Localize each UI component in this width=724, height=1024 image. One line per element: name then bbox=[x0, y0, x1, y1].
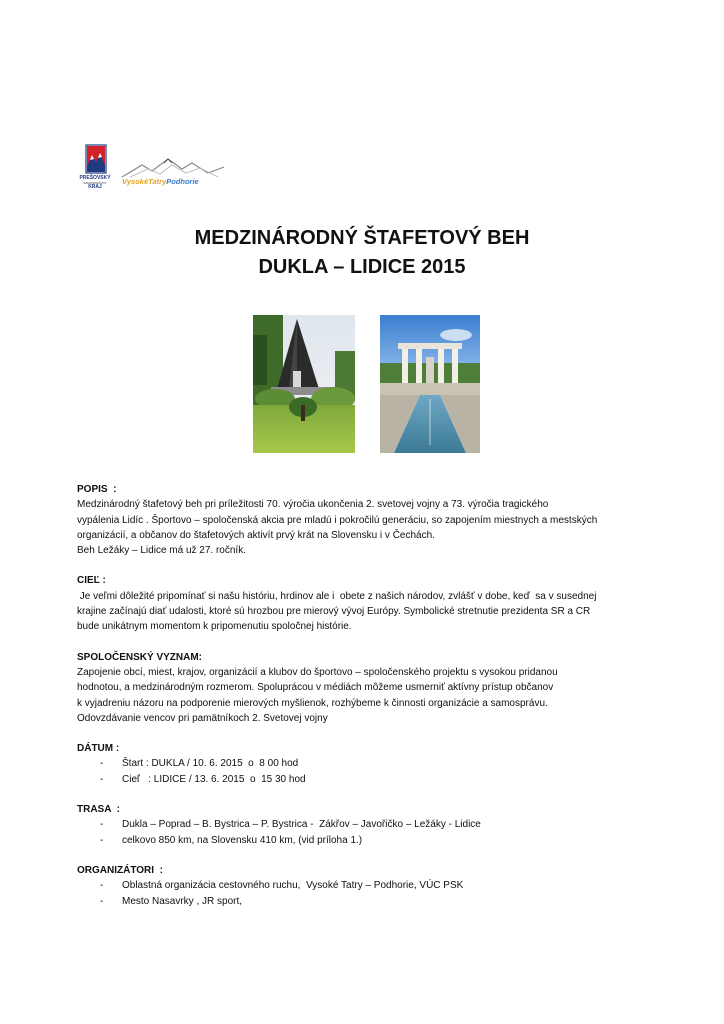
popis-line: organizácií, a občanov do štafetových aktivít prvý krát na Slovensku i v Čechách. bbox=[77, 529, 435, 541]
title-line-2: DUKLA – LIDICE 2015 bbox=[258, 256, 466, 278]
list-item bbox=[77, 817, 677, 832]
list-item bbox=[77, 833, 677, 848]
vyznam-line: Odovzdávanie vencov pri pamätníkoch 2. Svetovej vojny bbox=[77, 712, 328, 724]
section-trasa bbox=[77, 802, 677, 848]
bullet-dash: - bbox=[100, 834, 104, 846]
datum-item: Cieľ : LIDICE / 13. 6. 2015 o 15 30 hod bbox=[122, 773, 306, 785]
organizatori-heading: ORGANIZÁTORI : bbox=[77, 864, 163, 876]
document-body bbox=[77, 482, 677, 924]
section-organizatori bbox=[77, 863, 677, 909]
trasa-heading: TRASA : bbox=[77, 804, 120, 816]
list-item bbox=[77, 756, 677, 771]
ciel-line: Je veľmi dôležité pripomínať si našu históriu, hrdinov ale i obete z našich národov, zvlášť v dobe, keď sa v susednej bbox=[77, 590, 597, 602]
bullet-dash: - bbox=[100, 758, 104, 770]
bullet-dash: - bbox=[100, 895, 104, 907]
ciel-line: krajine začínajú diať udalosti, ktoré sú hrozbou pre mierový vývoj Európy. Symbolické stretnutie prezidenta SR a CR bbox=[77, 606, 591, 618]
psk-name: PREŠOVSKÝ bbox=[79, 175, 111, 181]
presovsky-kraj-logo bbox=[76, 143, 116, 195]
popis-line: Beh Ležáky – Lidice má už 27. ročník. bbox=[77, 545, 246, 557]
bullet-dash: - bbox=[100, 880, 104, 892]
psk-kraj: KRAJ bbox=[88, 184, 102, 190]
popis-line: vypálenia Lidíc . Športovo – spoločenská akcia pre mladú i pokročilú generáciu, so zapojením miestnych a mestských bbox=[77, 514, 598, 526]
vyznam-heading: SPOLOČENSKÝ VYZNAM: bbox=[77, 651, 203, 663]
list-item bbox=[77, 772, 677, 787]
section-popis bbox=[77, 482, 677, 558]
header-logos bbox=[76, 143, 236, 195]
psk-logo-text bbox=[76, 176, 114, 191]
bullet-dash: - bbox=[100, 819, 104, 831]
ciel-heading: CIEĽ : bbox=[77, 575, 106, 587]
vtp-part1: VysokéTatry bbox=[122, 177, 167, 186]
datum-list bbox=[77, 756, 677, 787]
section-datum bbox=[77, 741, 677, 787]
title-line-1: MEDZINÁRODNÝ ŠTAFETOVÝ BEH bbox=[194, 227, 530, 249]
ciel-line: bude unikátnym momentom k pripomenutiu spoločnej histórie. bbox=[77, 621, 352, 633]
popis-line: Medzinárodný štafetový beh pri príležitosti 70. výročia ukončenia 2. svetovej vojny a 73. výročia tragického bbox=[77, 499, 549, 511]
trasa-item: celkovo 850 km, na Slovensku 410 km, (vid príloha 1.) bbox=[122, 834, 363, 846]
vysoke-tatry-podhorie-logo bbox=[120, 157, 232, 193]
psk-sub: SAMOSPRÁVNY bbox=[83, 180, 107, 185]
vyznam-line: hodnotou, a medzinárodným rozmerom. Spoluprácou v médiách môžeme usmerniť aktívny prístup občanov bbox=[77, 682, 554, 694]
organizatori-list bbox=[77, 878, 677, 909]
vtp-part2: Podhorie bbox=[166, 177, 199, 186]
lidice-memorial-photo bbox=[380, 315, 480, 453]
organizatori-item: Oblastná organizácia cestovného ruchu, Vysoké Tatry – Podhorie, VÚC PSK bbox=[122, 880, 464, 892]
datum-heading: DÁTUM : bbox=[77, 743, 120, 755]
bullet-dash: - bbox=[100, 773, 104, 785]
trasa-list bbox=[77, 817, 677, 848]
section-ciel bbox=[77, 573, 677, 634]
organizatori-item: Mesto Nasavrky , JR sport, bbox=[122, 895, 243, 907]
list-item bbox=[77, 894, 677, 909]
dukla-memorial-photo bbox=[253, 315, 355, 453]
trasa-item: Dukla – Poprad – B. Bystrica – P. Bystrica - Zákřov – Javořičko – Ležáky - Lidice bbox=[122, 819, 481, 831]
vyznam-line: Zapojenie obcí, miest, krajov, organizácií a klubov do športovo – spoločenského projektu s vysokou pridanou bbox=[77, 666, 558, 678]
vyznam-line: k vyjadreniu názoru na podporenie mierových myšlienok, rozhýbeme k činnosti organizácie a samosprávu. bbox=[77, 697, 548, 709]
document-title bbox=[0, 224, 724, 282]
list-item bbox=[77, 878, 677, 893]
datum-item: Štart : DUKLA / 10. 6. 2015 o 8 00 hod bbox=[122, 758, 299, 770]
section-spolocensky-vyznam bbox=[77, 650, 677, 726]
vtp-logo-text bbox=[122, 177, 199, 186]
popis-heading: POPIS : bbox=[77, 484, 117, 495]
